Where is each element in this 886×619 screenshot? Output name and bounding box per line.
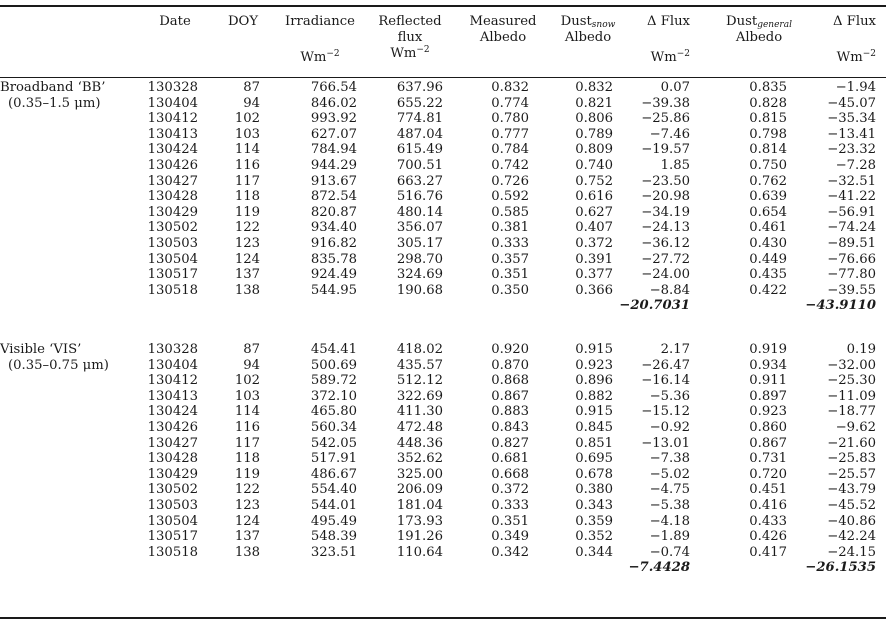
cell-dust-general-albedo: 0.451 [749, 482, 787, 498]
cell-dust-snow-albedo: 0.343 [575, 498, 613, 513]
cell-delta-flux-snow: 2.17 [660, 342, 690, 357]
cell-date: 130429 [147, 204, 198, 220]
cell-doy: 123 [234, 236, 260, 251]
section-range: (0.35–0.75 μm) [8, 357, 109, 373]
cell-delta-flux-snow: −25.86 [641, 111, 690, 127]
cell-measured-albedo: 0.920 [491, 342, 529, 357]
cell-irradiance: 784.94 [310, 142, 357, 158]
cell-irradiance: 486.67 [310, 466, 357, 482]
cell-measured-albedo: 0.867 [491, 388, 529, 404]
cell-delta-flux-general: −43.79 [827, 482, 876, 498]
cell-dust-general-albedo: 0.815 [749, 111, 787, 127]
cell-measured-albedo: 0.681 [491, 451, 529, 467]
cell-date: 130328 [147, 80, 198, 95]
cell-doy: 103 [234, 388, 260, 404]
cell-measured-albedo: 0.381 [491, 220, 529, 236]
cell-measured-albedo: 0.592 [491, 189, 529, 205]
header-dust-snow-sub: snow [591, 20, 616, 30]
cell-dust-snow-albedo: 0.678 [575, 466, 613, 482]
cell-delta-flux-snow: −0.74 [649, 544, 690, 560]
cell-dust-general-albedo: 0.426 [749, 529, 787, 545]
cell-irradiance: 944.29 [310, 158, 357, 173]
cell-dust-general-albedo: 0.934 [749, 357, 787, 373]
cell-measured-albedo: 0.333 [491, 498, 529, 513]
cell-delta-flux-general: −13.41 [827, 126, 876, 142]
cell-irradiance: 454.41 [310, 342, 357, 357]
header-dflux-2: Δ Flux [832, 14, 876, 29]
cell-measured-albedo: 0.726 [491, 173, 529, 189]
cell-doy: 94 [243, 357, 260, 373]
header-measured-1: Measured [469, 14, 537, 29]
cell-delta-flux-snow: −1.89 [649, 529, 690, 545]
cell-dust-snow-albedo: 0.923 [575, 357, 613, 373]
cell-measured-albedo: 0.668 [491, 466, 529, 482]
cell-delta-flux-general: −7.28 [835, 158, 876, 173]
unit-dflux-1 [610, 50, 690, 66]
cell-dust-snow-albedo: 0.896 [575, 373, 613, 389]
cell-dust-general-albedo: 0.867 [749, 435, 787, 451]
cell-dust-snow-albedo: 0.372 [575, 236, 613, 251]
cell-doy: 94 [243, 95, 260, 111]
cell-dust-snow-albedo: 0.845 [575, 420, 613, 435]
cell-irradiance: 924.49 [310, 267, 357, 283]
cell-dust-snow-albedo: 0.359 [575, 513, 613, 529]
cell-reflected-flux: 418.02 [396, 342, 443, 357]
cell-delta-flux-general: −74.24 [827, 220, 876, 236]
cell-measured-albedo: 0.777 [491, 126, 529, 142]
cell-date: 130504 [147, 513, 198, 529]
cell-dust-general-albedo: 0.923 [749, 404, 787, 420]
cell-reflected-flux: 435.57 [396, 357, 443, 373]
cell-delta-flux-general: −42.24 [827, 529, 876, 545]
cell-measured-albedo: 0.351 [491, 513, 529, 529]
cell-dust-snow-albedo: 0.344 [575, 544, 613, 560]
cell-delta-flux-snow: −5.02 [649, 466, 690, 482]
cell-reflected-flux: 637.96 [396, 80, 443, 95]
cell-measured-albedo: 0.333 [491, 236, 529, 251]
cell-delta-flux-general: −32.51 [827, 173, 876, 189]
cell-reflected-flux: 324.69 [396, 267, 443, 283]
header-rule [0, 77, 886, 78]
cell-dust-snow-albedo: 0.407 [575, 220, 613, 236]
unit-dflux-1-base: Wm [650, 50, 677, 65]
cell-reflected-flux: 110.64 [396, 544, 443, 560]
cell-delta-flux-general: −25.30 [827, 373, 876, 389]
cell-measured-albedo: 0.350 [491, 282, 529, 298]
unit-dflux-2-exp: −2 [862, 49, 876, 59]
cell-date: 130424 [147, 404, 198, 420]
cell-date: 130424 [147, 142, 198, 158]
header-doy: DOY [227, 14, 259, 29]
unit-irradiance [280, 50, 360, 66]
cell-measured-albedo: 0.349 [491, 529, 529, 545]
header-reflected-2: flux [397, 30, 423, 45]
cell-delta-flux-general: −45.52 [827, 498, 876, 513]
cell-delta-flux-general: −76.66 [827, 251, 876, 267]
cell-delta-flux-general: −23.32 [827, 142, 876, 158]
cell-reflected-flux: 356.07 [396, 220, 443, 236]
cell-irradiance: 589.72 [310, 373, 357, 389]
cell-date: 130502 [147, 220, 198, 236]
cell-dust-general-albedo: 0.750 [749, 158, 787, 173]
cell-dust-general-albedo: 0.814 [749, 142, 787, 158]
cell-dust-general-albedo: 0.860 [749, 420, 787, 435]
cell-dust-general-albedo: 0.416 [749, 498, 787, 513]
cell-dust-general-albedo: 0.639 [749, 189, 787, 205]
cell-dust-snow-albedo: 0.752 [575, 173, 613, 189]
cell-delta-flux-general: −77.80 [827, 267, 876, 283]
cell-reflected-flux: 206.09 [396, 482, 443, 498]
cell-reflected-flux: 181.04 [396, 498, 443, 513]
header-dust-general-sub: general [757, 20, 792, 30]
cell-delta-flux-snow: −23.50 [641, 173, 690, 189]
cell-reflected-flux: 655.22 [396, 95, 443, 111]
cell-reflected-flux: 700.51 [396, 158, 443, 173]
unit-irradiance-exp: −2 [326, 49, 340, 59]
bottom-rule [0, 617, 886, 619]
header-dust-general [714, 14, 804, 30]
cell-date: 130503 [147, 498, 198, 513]
cell-irradiance: 627.07 [310, 126, 357, 142]
cell-date: 130427 [147, 173, 198, 189]
cell-irradiance: 517.91 [310, 451, 357, 467]
cell-irradiance: 372.10 [310, 388, 357, 404]
cell-dust-snow-albedo: 0.915 [575, 342, 613, 357]
cell-delta-flux-snow: −5.38 [649, 498, 690, 513]
cell-irradiance: 465.80 [310, 404, 357, 420]
cell-delta-flux-snow: −24.13 [641, 220, 690, 236]
cell-dust-general-albedo: 0.828 [749, 95, 787, 111]
cell-date: 130426 [147, 158, 198, 173]
cell-reflected-flux: 325.00 [396, 466, 443, 482]
cell-dust-general-albedo: 0.433 [749, 513, 787, 529]
cell-irradiance: 548.39 [310, 529, 357, 545]
cell-delta-flux-snow: −7.46 [649, 126, 690, 142]
cell-delta-flux-general: −25.83 [827, 451, 876, 467]
header-dust-snow-2: Albedo [564, 30, 612, 45]
cell-dust-general-albedo: 0.919 [749, 342, 787, 357]
cell-reflected-flux: 322.69 [396, 388, 443, 404]
cell-delta-flux-snow: −8.84 [649, 282, 690, 298]
cell-measured-albedo: 0.870 [491, 357, 529, 373]
cell-delta-flux-general: −40.86 [827, 513, 876, 529]
cell-doy: 122 [234, 220, 260, 236]
cell-dust-snow-albedo: 0.380 [575, 482, 613, 498]
cell-dust-snow-albedo: 0.915 [575, 404, 613, 420]
cell-doy: 102 [234, 111, 260, 127]
cell-delta-flux-general: −41.22 [827, 189, 876, 205]
cell-dust-general-albedo: 0.762 [749, 173, 787, 189]
cell-irradiance: 500.69 [310, 357, 357, 373]
cell-irradiance: 560.34 [310, 420, 357, 435]
cell-date: 130517 [147, 267, 198, 283]
cell-delta-flux-snow: −39.38 [641, 95, 690, 111]
cell-delta-flux-general: −35.34 [827, 111, 876, 127]
cell-date: 130428 [147, 189, 198, 205]
cell-dust-snow-albedo: 0.851 [575, 435, 613, 451]
total-delta-flux-general: −26.1535 [805, 560, 876, 576]
unit-dflux-2 [796, 50, 876, 66]
section-label: Visible ‘VIS’ [0, 342, 82, 357]
cell-doy: 138 [234, 282, 260, 298]
cell-delta-flux-general: 0.19 [846, 342, 876, 357]
cell-dust-snow-albedo: 0.695 [575, 451, 613, 467]
cell-dust-snow-albedo: 0.627 [575, 204, 613, 220]
cell-delta-flux-general: −1.94 [835, 80, 876, 95]
cell-irradiance: 544.01 [310, 498, 357, 513]
cell-irradiance: 544.95 [310, 282, 357, 298]
cell-date: 130413 [147, 126, 198, 142]
cell-dust-snow-albedo: 0.809 [575, 142, 613, 158]
cell-date: 130404 [147, 95, 198, 111]
cell-dust-general-albedo: 0.654 [749, 204, 787, 220]
cell-delta-flux-general: −11.09 [827, 388, 876, 404]
cell-date: 130518 [147, 282, 198, 298]
cell-doy: 114 [234, 142, 260, 158]
cell-irradiance: 495.49 [310, 513, 357, 529]
cell-date: 130404 [147, 357, 198, 373]
cell-date: 130413 [147, 388, 198, 404]
cell-date: 130517 [147, 529, 198, 545]
cell-dust-general-albedo: 0.449 [749, 251, 787, 267]
cell-delta-flux-snow: −4.18 [649, 513, 690, 529]
cell-dust-general-albedo: 0.897 [749, 388, 787, 404]
cell-dust-snow-albedo: 0.882 [575, 388, 613, 404]
unit-irradiance-base: Wm [300, 50, 327, 65]
cell-reflected-flux: 298.70 [396, 251, 443, 267]
cell-doy: 124 [234, 513, 260, 529]
cell-date: 130412 [147, 373, 198, 389]
header-dust-general-prefix: Dust [726, 14, 758, 29]
cell-delta-flux-snow: −27.72 [641, 251, 690, 267]
cell-date: 130502 [147, 482, 198, 498]
cell-doy: 87 [243, 342, 260, 357]
cell-irradiance: 554.40 [310, 482, 357, 498]
cell-reflected-flux: 480.14 [396, 204, 443, 220]
cell-dust-snow-albedo: 0.352 [575, 529, 613, 545]
cell-delta-flux-general: −25.57 [827, 466, 876, 482]
cell-delta-flux-snow: −34.19 [641, 204, 690, 220]
unit-reflected-base: Wm [390, 46, 417, 61]
header-dust-snow-prefix: Dust [560, 14, 592, 29]
cell-dust-general-albedo: 0.417 [749, 544, 787, 560]
cell-date: 130328 [147, 342, 198, 357]
cell-dust-general-albedo: 0.422 [749, 282, 787, 298]
cell-date: 130503 [147, 236, 198, 251]
cell-doy: 118 [234, 189, 260, 205]
header-date: Date [159, 14, 191, 29]
cell-dust-snow-albedo: 0.832 [575, 80, 613, 95]
cell-delta-flux-snow: −24.00 [641, 267, 690, 283]
cell-measured-albedo: 0.843 [491, 420, 529, 435]
cell-dust-general-albedo: 0.731 [749, 451, 787, 467]
cell-reflected-flux: 512.12 [396, 373, 443, 389]
total-delta-flux-snow: −7.4428 [628, 560, 690, 576]
cell-date: 130429 [147, 466, 198, 482]
cell-doy: 119 [234, 466, 260, 482]
cell-dust-general-albedo: 0.720 [749, 466, 787, 482]
cell-reflected-flux: 191.26 [396, 529, 443, 545]
cell-irradiance: 916.82 [310, 236, 357, 251]
header-irradiance: Irradiance [285, 14, 355, 29]
cell-delta-flux-snow: −13.01 [641, 435, 690, 451]
cell-doy: 118 [234, 451, 260, 467]
cell-measured-albedo: 0.827 [491, 435, 529, 451]
unit-reflected-exp: −2 [416, 45, 430, 55]
cell-dust-general-albedo: 0.835 [749, 80, 787, 95]
cell-doy: 122 [234, 482, 260, 498]
cell-measured-albedo: 0.342 [491, 544, 529, 560]
cell-irradiance: 934.40 [310, 220, 357, 236]
cell-delta-flux-snow: −15.12 [641, 404, 690, 420]
cell-delta-flux-general: −9.62 [835, 420, 876, 435]
cell-delta-flux-snow: −20.98 [641, 189, 690, 205]
cell-doy: 117 [234, 173, 260, 189]
cell-doy: 116 [234, 158, 260, 173]
cell-delta-flux-snow: −7.38 [649, 451, 690, 467]
cell-doy: 124 [234, 251, 260, 267]
cell-irradiance: 766.54 [310, 80, 357, 95]
total-delta-flux-snow: −20.7031 [619, 298, 690, 314]
cell-delta-flux-snow: 0.07 [660, 80, 690, 95]
cell-dust-snow-albedo: 0.391 [575, 251, 613, 267]
cell-delta-flux-general: −45.07 [827, 95, 876, 111]
cell-delta-flux-snow: −4.75 [649, 482, 690, 498]
cell-dust-snow-albedo: 0.789 [575, 126, 613, 142]
cell-dust-general-albedo: 0.461 [749, 220, 787, 236]
section-label: Broadband ‘BB’ [0, 80, 106, 95]
cell-reflected-flux: 305.17 [396, 236, 443, 251]
cell-reflected-flux: 352.62 [396, 451, 443, 467]
top-rule [0, 5, 886, 7]
cell-reflected-flux: 615.49 [396, 142, 443, 158]
section-range: (0.35–1.5 μm) [8, 95, 101, 111]
header-dust-general-2: Albedo [735, 30, 783, 45]
cell-measured-albedo: 0.868 [491, 373, 529, 389]
cell-measured-albedo: 0.784 [491, 142, 529, 158]
cell-reflected-flux: 472.48 [396, 420, 443, 435]
cell-delta-flux-general: −18.77 [827, 404, 876, 420]
cell-measured-albedo: 0.883 [491, 404, 529, 420]
cell-reflected-flux: 487.04 [396, 126, 443, 142]
cell-doy: 138 [234, 544, 260, 560]
cell-doy: 103 [234, 126, 260, 142]
cell-irradiance: 993.92 [310, 111, 357, 127]
cell-dust-general-albedo: 0.430 [749, 236, 787, 251]
cell-doy: 102 [234, 373, 260, 389]
cell-date: 130504 [147, 251, 198, 267]
cell-delta-flux-general: −21.60 [827, 435, 876, 451]
cell-delta-flux-general: −32.00 [827, 357, 876, 373]
header-dflux-1: Δ Flux [646, 14, 690, 29]
header-reflected-1: Reflected [378, 14, 442, 29]
cell-date: 130427 [147, 435, 198, 451]
cell-delta-flux-snow: −19.57 [641, 142, 690, 158]
cell-irradiance: 835.78 [310, 251, 357, 267]
unit-dflux-1-exp: −2 [676, 49, 690, 59]
unit-dflux-2-base: Wm [836, 50, 863, 65]
cell-doy: 137 [234, 267, 260, 283]
cell-dust-general-albedo: 0.435 [749, 267, 787, 283]
cell-reflected-flux: 448.36 [396, 435, 443, 451]
cell-delta-flux-snow: −16.14 [641, 373, 690, 389]
cell-delta-flux-general: −24.15 [827, 544, 876, 560]
cell-measured-albedo: 0.780 [491, 111, 529, 127]
cell-doy: 116 [234, 420, 260, 435]
cell-irradiance: 913.67 [310, 173, 357, 189]
total-delta-flux-general: −43.9110 [805, 298, 876, 314]
cell-doy: 87 [243, 80, 260, 95]
cell-dust-snow-albedo: 0.616 [575, 189, 613, 205]
cell-doy: 117 [234, 435, 260, 451]
cell-dust-general-albedo: 0.798 [749, 126, 787, 142]
cell-delta-flux-snow: −36.12 [641, 236, 690, 251]
cell-date: 130426 [147, 420, 198, 435]
cell-date: 130412 [147, 111, 198, 127]
cell-reflected-flux: 190.68 [396, 282, 443, 298]
cell-dust-general-albedo: 0.911 [749, 373, 787, 389]
cell-irradiance: 846.02 [310, 95, 357, 111]
cell-dust-snow-albedo: 0.821 [575, 95, 613, 111]
cell-doy: 137 [234, 529, 260, 545]
unit-reflected [370, 46, 450, 62]
cell-measured-albedo: 0.351 [491, 267, 529, 283]
cell-date: 130428 [147, 451, 198, 467]
cell-doy: 119 [234, 204, 260, 220]
cell-irradiance: 820.87 [310, 204, 357, 220]
cell-delta-flux-general: −56.91 [827, 204, 876, 220]
cell-doy: 123 [234, 498, 260, 513]
cell-measured-albedo: 0.832 [491, 80, 529, 95]
cell-measured-albedo: 0.774 [491, 95, 529, 111]
cell-irradiance: 872.54 [310, 189, 357, 205]
cell-delta-flux-snow: −26.47 [641, 357, 690, 373]
cell-dust-snow-albedo: 0.806 [575, 111, 613, 127]
cell-measured-albedo: 0.357 [491, 251, 529, 267]
cell-reflected-flux: 663.27 [396, 173, 443, 189]
cell-delta-flux-snow: −0.92 [649, 420, 690, 435]
cell-irradiance: 542.05 [310, 435, 357, 451]
cell-irradiance: 323.51 [310, 544, 357, 560]
cell-measured-albedo: 0.742 [491, 158, 529, 173]
cell-delta-flux-general: −39.55 [827, 282, 876, 298]
cell-date: 130518 [147, 544, 198, 560]
cell-doy: 114 [234, 404, 260, 420]
cell-reflected-flux: 774.81 [396, 111, 443, 127]
cell-delta-flux-snow: −5.36 [649, 388, 690, 404]
cell-dust-snow-albedo: 0.740 [575, 158, 613, 173]
cell-reflected-flux: 173.93 [396, 513, 443, 529]
cell-delta-flux-general: −89.51 [827, 236, 876, 251]
cell-dust-snow-albedo: 0.366 [575, 282, 613, 298]
cell-measured-albedo: 0.372 [491, 482, 529, 498]
cell-measured-albedo: 0.585 [491, 204, 529, 220]
cell-delta-flux-snow: 1.85 [660, 158, 690, 173]
cell-dust-snow-albedo: 0.377 [575, 267, 613, 283]
cell-reflected-flux: 516.76 [396, 189, 443, 205]
cell-reflected-flux: 411.30 [396, 404, 443, 420]
header-measured-2: Albedo [479, 30, 527, 45]
